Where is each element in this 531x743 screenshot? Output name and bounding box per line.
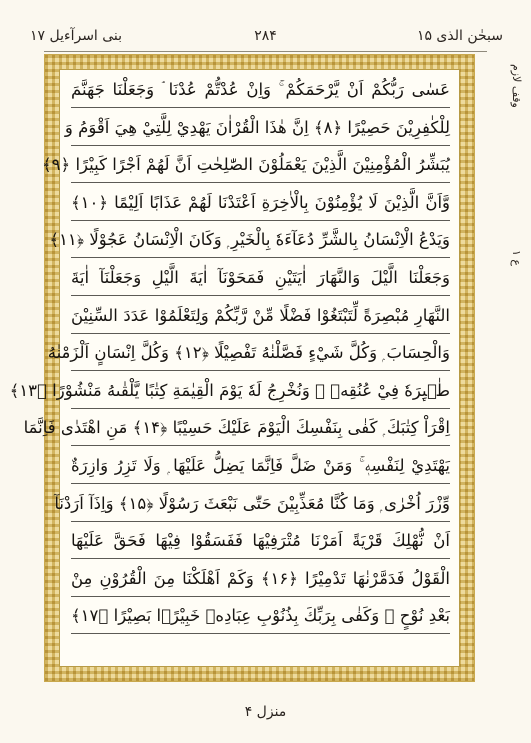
ruled-line <box>71 257 450 258</box>
verse-line: الْقَوْلُ فَدَمَّرْنٰهَا تَدْمِيْرًا ﴿۱۶﴾ وَكَمْ اَهْلَكْنَا مِنَ الْقُرُوْنِ مِنْ <box>71 568 450 588</box>
ruled-line <box>71 182 450 183</box>
ruled-line <box>71 521 450 522</box>
verse-line: اَنْ نُّهْلِكَ قَرْيَةً اَمَرْنَا مُتْرَفِيْهَا فَفَسَقُوْا فِيْهَا فَحَقَّ عَلَيْهَا <box>71 531 450 551</box>
verse-line: النَّهَارِ مُبْصِرَةً لِّتَبْتَغُوْا فَضْلًا مِّنْ رَّبِّكُمْ وَلِتَعْلَمُوْا عَدَدَ السِّنِيْنَ <box>71 305 450 325</box>
verse-line: اِقْرَاْ كِتٰبَكَ ۭ كَفٰى بِنَفْسِكَ الْيَوْمَ عَلَيْكَ حَسِيْبًا ﴿۱۴﴾ مَنِ اهْتَدٰى فَاِنَّمَا <box>23 418 450 438</box>
verse-line: وِّزْرَ اُخْرٰى ۭ وَمَا كُنَّا مُعَذِّبِيْنَ حَتّٰى نَبْعَثَ رَسُوْلًا ﴿۱۵﴾ وَاِذَآ اَرَدْنَآ <box>54 493 450 513</box>
verse-line: طٰۗىِٕرَهٗ فِيْ عُنُقِهٖ ۭ وَنُخْرِجُ لَهٗ يَوْمَ الْقِيٰمَةِ كِتٰبًا يَّلْقٰىهُ مَنْشُوْرًا ﴿۱۳﴾ <box>9 380 450 400</box>
ruled-line <box>71 145 450 146</box>
margin-waqf-mark: وقف لازم <box>510 64 523 108</box>
ruled-line <box>71 483 450 484</box>
manzil-marker: منزل ۴ <box>244 704 287 720</box>
ruled-line <box>71 596 450 597</box>
header-rule <box>44 51 487 52</box>
verse-line: وَيَدْعُ الْاِنْسَانُ بِالشَّرِّ دُعَآءَهٗ بِالْخَيْرِ ۭ وَكَانَ الْاِنْسَانُ عَجُوْلًا ﴿۱۱﴾ <box>49 230 450 250</box>
verse-line: لِلْكٰفِرِيْنَ حَصِيْرًا ﴿۸﴾ اِنَّ هٰذَا الْقُرْاٰنَ يَهْدِيْ لِلَّتِيْ هِيَ اَقْوَمُ وَ <box>64 117 450 137</box>
verse-line: وَالْحِسَابَ ۭ وَكُلَّ شَيْءٍ فَصَّلْنٰهُ تَفْصِيْلًا ﴿۱۲﴾ وَكُلَّ اِنْسَانٍ اَلْزَمْنٰهُ <box>47 343 450 363</box>
verse-line: وَّاَنَّ الَّذِيْنَ لَا يُؤْمِنُوْنَ بِالْاٰخِرَةِ اَعْتَدْنَا لَهُمْ عَذَابًا اَلِيْمًا ﴿۱۰﴾ <box>71 192 450 212</box>
surah-title: بنی اسرآءیل ۱۷ <box>30 28 123 44</box>
ruled-line <box>71 370 450 371</box>
ruled-line <box>71 408 450 409</box>
verse-line: عَسٰی رَبُّكُمْ اَنْ يَّرْحَمَكُمْ ۚ وَاِنْ عُدْتُّمْ عُدْنَا ۘ وَجَعَلْنَا جَهَنَّمَ <box>71 80 450 99</box>
ruled-line <box>71 558 450 559</box>
juz-title: سبحٰن الذی ۱۵ <box>416 28 503 44</box>
verse-line: يُبَشِّرُ الْمُؤْمِنِيْنَ الَّذِيْنَ يَعْمَلُوْنَ الصّٰلِحٰتِ اَنَّ لَهُمْ اَجْرًا كَبِيْرًا ﴿۹﴾ <box>42 155 450 175</box>
ruled-line <box>71 220 450 221</box>
verse-line: وَجَعَلْنَا الَّيْلَ وَالنَّهَارَ اٰيَتَيْنِ فَمَحَوْنَآ اٰيَةَ الَّيْلِ وَجَعَلْنَآ اٰيَةَ <box>71 268 450 287</box>
verse-line: يَهْتَدِيْ لِنَفْسِهٖ ۚ وَمَنْ ضَلَّ فَاِنَّمَا يَضِلُّ عَلَيْهَا ۭ وَلَا تَزِرُ وَازِرَةٌ <box>71 456 450 475</box>
margin-ruku-mark: ع ۱ <box>510 250 523 266</box>
ruled-line <box>71 333 450 334</box>
ruled-line <box>71 633 450 634</box>
verse-line: بَعْدِ نُوْحٍ ۭ وَكَفٰى بِرَبِّكَ بِذُنُوْبِ عِبَادِهٖ خَبِيْرًۢا بَصِيْرًا ﴿۱۷﴾ <box>71 606 450 626</box>
ruled-line <box>71 445 450 446</box>
ruled-line <box>71 107 450 108</box>
page-number: ۲۸۴ <box>254 28 277 44</box>
ruled-line <box>71 295 450 296</box>
